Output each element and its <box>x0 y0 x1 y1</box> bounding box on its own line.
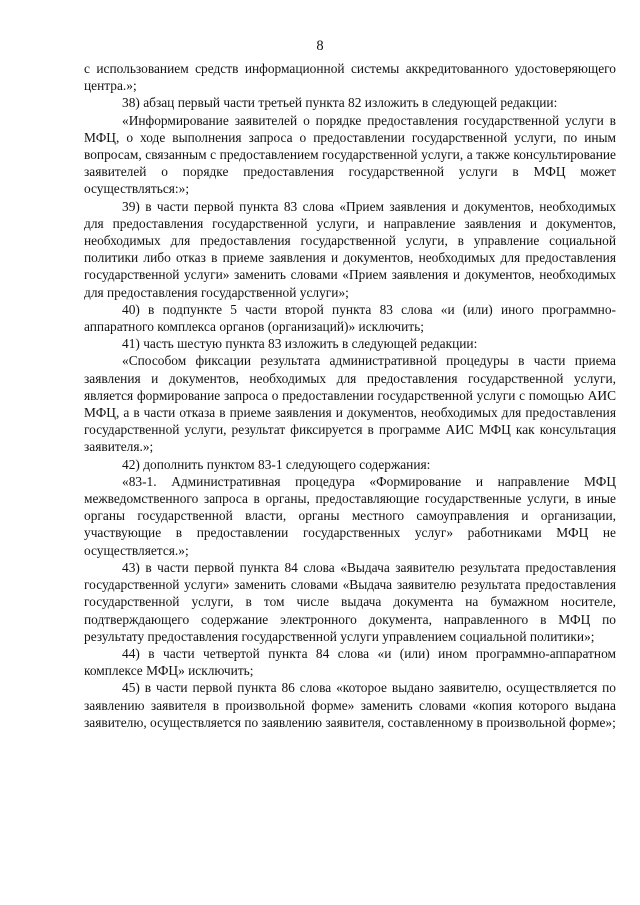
page-number: 8 <box>316 38 324 54</box>
paragraph-item-44: 44) в части четвертой пункта 84 слова «и (или) ином программно-аппаратном комплексе МФЦ» исключить; <box>84 645 616 679</box>
paragraph-item-41-quote: «Способом фиксации результата административной процедуры в части приема заявления и документов, необходимых для предоставления государственной услуги, является формирование запроса о предоставлении государственной услуги с помощью АИС МФЦ, а в части отказа в приеме заявления и документов, необходимых для предоставления государственной услуги, результат фиксируется в программе АИС МФЦ как консультация заявителя.»; <box>84 353 616 455</box>
paragraph-item-45: 45) в части первой пункта 86 слова «которое выдано заявителю, осуществляется по заявлению заявителя в произвольной форме» заменить словами «копия которого выдана заявителю, осуществляется по заявлению заявителя, составленному в произвольной форме»; <box>84 680 616 730</box>
paragraph-item-38: 38) абзац первый части третьей пункта 82 изложить в следующей редакции: <box>122 95 558 111</box>
paragraph-item-38-quote: «Информирование заявителей о порядке предоставления государственной услуги в МФЦ, о ходе выполнения запроса о предоставлении государственной услуги, по иным вопросам, связанным с предоставлением государственной услуги, а также консультирование заявителей о порядке предоставления государственной услуги в МФЦ может осуществляться:»; <box>84 112 616 197</box>
paragraph-item-43: 43) в части первой пункта 84 слова «Выдача заявителю результата предоставления государственной услуги» заменить словами «Выдача заявителю результата предоставления государственной услуги, в том числе выдача документа на бумажном носителе, подтверждающего содержание электронного документа, направленного в МФЦ по результату предоставления государственной услуги управлением социальной политики»; <box>84 559 616 644</box>
paragraph-item-39: 39) в части первой пункта 83 слова «Прием заявления и документов, необходимых для предоставления государственной услуги, и направление заявления и документов, необходимых для предоставления государственной услуги, в управление социальной политики либо отказ в приеме заявления и документов, необходимых для предоставления государственной услуги» заменить словами «Прием заявления и документов, необходимых для предоставления государственной услуги»; <box>84 198 616 300</box>
paragraph-item-42-quote: «83-1. Административная процедура «Формирование и направление МФЦ межведомственного запроса в органы, предоставляющие государственные услуги, в иные органы государственной власти, органы местного самоуправления и организации, участвующие в предоставлении государственных услуг» работниками МФЦ не осуществляется.»; <box>84 473 616 558</box>
document-body <box>84 60 616 731</box>
paragraph-item-40: 40) в подпункте 5 части второй пункта 83 слова «и (или) иного программно-аппаратного комплекса органов (организаций)» исключить; <box>84 301 616 335</box>
paragraph-continuation: с использованием средств информационной системы аккредитованного удостоверяющего центра.»; <box>84 61 616 94</box>
paragraph-item-41: 41) часть шестую пункта 83 изложить в следующей редакции: <box>122 336 478 352</box>
paragraph-item-42: 42) дополнить пунктом 83-1 следующего содержания: <box>122 456 431 472</box>
